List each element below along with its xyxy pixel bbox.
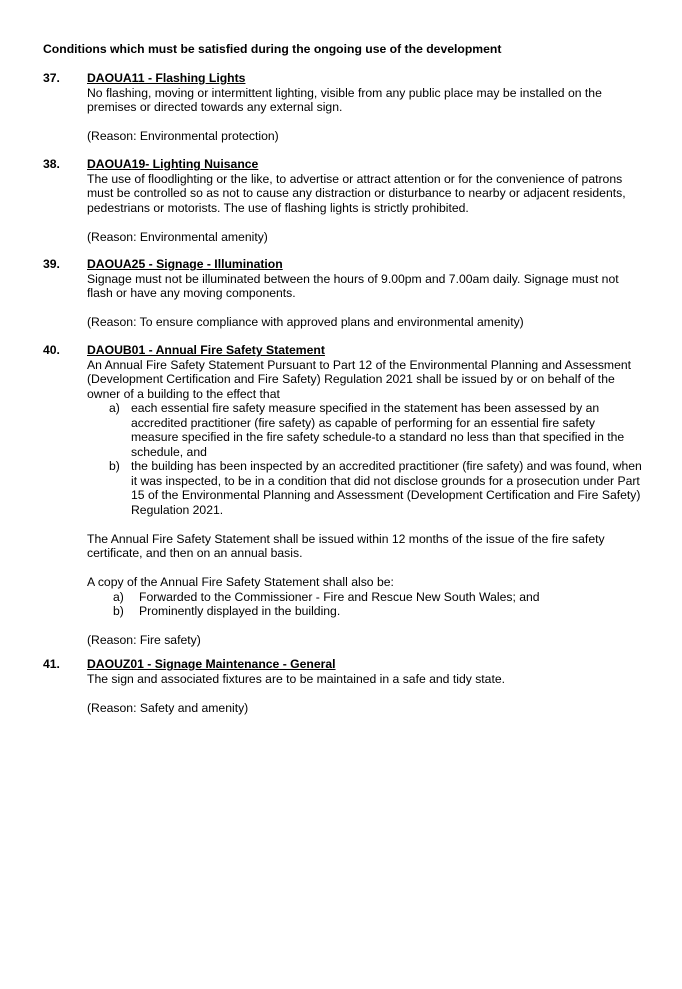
- condition-title: DAOUB01 - Annual Fire Safety Statement: [87, 343, 325, 357]
- condition-text: Signage must not be illuminated between the hours of 9.00pm and 7.00am daily. Signage must not flash or have any moving components.: [87, 271, 619, 300]
- list-item-text: Prominently displayed in the building.: [139, 604, 341, 618]
- condition-body: [87, 157, 643, 244]
- list-item-text: the building has been inspected by an accredited practitioner (fire safety) and was found, when it was inspected, to be in a condition that did not disclose grounds for a prosecution under Part 15 of the Environmental Planning and Assessment (Development Certification and Fire Safety) Regulation 2021.: [131, 459, 642, 517]
- condition-reason: (Reason: Safety and amenity): [87, 700, 249, 715]
- condition-text: No flashing, moving or intermittent lighting, visible from any public place may be installed on the premises or directed towards any external sign.: [87, 85, 602, 114]
- list-item: [87, 590, 643, 605]
- list-marker: a): [113, 589, 124, 604]
- condition-number: 38.: [43, 157, 60, 171]
- list-marker: a): [109, 401, 120, 415]
- list-item: [87, 401, 643, 459]
- condition-title: DAOUA11 - Flashing Lights: [87, 71, 246, 85]
- condition-text-3: A copy of the Annual Fire Safety Statement shall also be:: [87, 575, 394, 589]
- condition-number: 37.: [43, 71, 60, 85]
- condition-body: [87, 257, 643, 330]
- condition-40: [43, 343, 643, 648]
- condition-number: 41.: [43, 657, 60, 671]
- condition-reason: (Reason: To ensure compliance with approved plans and environmental amenity): [87, 315, 524, 329]
- condition-body: [87, 657, 643, 715]
- condition-number: 39.: [43, 257, 60, 271]
- condition-37: [43, 71, 643, 144]
- list-item-text: Forwarded to the Commissioner - Fire and Rescue New South Wales; and: [139, 589, 540, 604]
- condition-39: [43, 257, 643, 330]
- condition-reason: (Reason: Environmental amenity): [87, 229, 268, 244]
- condition-38: [43, 157, 643, 244]
- condition-text: The use of floodlighting or the like, to advertise or attract attention or for the convenience of patrons must be controlled so as not to cause any distraction or disturbance to nearby or adjacent residents, pedestrians or motorists. The use of flashing lights is strictly prohibited.: [87, 171, 626, 215]
- condition-41: [43, 657, 643, 715]
- condition-reason: (Reason: Fire safety): [87, 633, 201, 647]
- condition-title: DAOUA25 - Signage - Illumination: [87, 257, 283, 271]
- condition-body: [87, 71, 643, 144]
- condition-title: DAOUZ01 - Signage Maintenance - General: [87, 657, 336, 671]
- condition-text-2: The Annual Fire Safety Statement shall be issued within 12 months of the issue of the fire safety certificate, and then on an annual basis.: [87, 531, 605, 560]
- list-item: [87, 604, 643, 619]
- list-item: [87, 459, 643, 517]
- condition-reason: (Reason: Environmental protection): [87, 129, 279, 143]
- condition-title: DAOUA19- Lighting Nuisance: [87, 157, 259, 171]
- measure-list: [87, 401, 643, 517]
- list-marker: b): [109, 459, 120, 473]
- condition-text: An Annual Fire Safety Statement Pursuant to Part 12 of the Environmental Planning and Assessment (Development Certification and Fire Safety) Regulation 2021 shall be issued by or on behalf of the owner of a building to the effect that: [87, 357, 632, 401]
- section-heading: Conditions which must be satisfied during the ongoing use of the development: [43, 42, 502, 56]
- condition-number: 40.: [43, 343, 60, 357]
- condition-text: The sign and associated fixtures are to be maintained in a safe and tidy state.: [87, 671, 506, 686]
- list-item-text: each essential fire safety measure specified in the statement has been assessed by an accredited practitioner (fire safety) as capable of performing for an essential fire safety measure specified in the fire safety schedule-to a standard no less than that specified in the schedule, and: [131, 401, 625, 459]
- copy-list: [87, 590, 643, 619]
- condition-body: [87, 343, 643, 648]
- list-marker: b): [113, 604, 124, 618]
